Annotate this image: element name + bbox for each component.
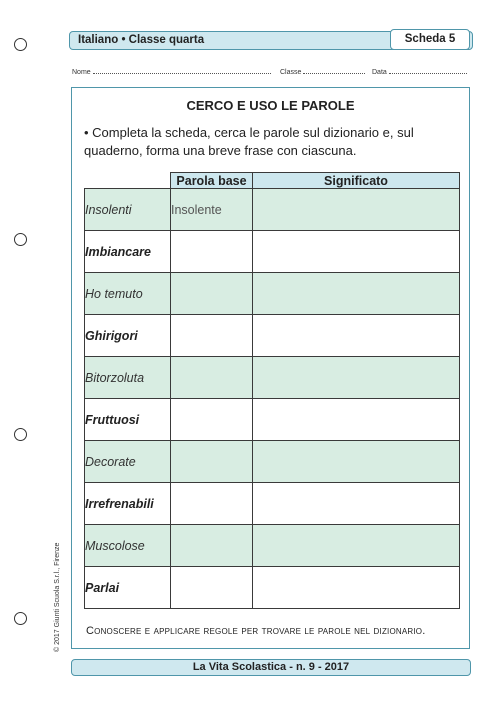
word-cell: Insolenti xyxy=(85,189,171,231)
binder-hole xyxy=(14,428,27,441)
table-row xyxy=(85,231,460,273)
subject-title: Italiano • Classe quarta xyxy=(78,34,205,46)
word-cell: Decorate xyxy=(85,441,171,483)
table-row xyxy=(85,567,460,609)
date-field xyxy=(372,66,467,76)
binder-hole xyxy=(14,38,27,51)
base-word-cell[interactable] xyxy=(171,399,253,441)
copyright-notice: © 2017 Giunti Scuola S.r.l., Firenze xyxy=(54,542,61,652)
base-word-cell[interactable] xyxy=(171,231,253,273)
base-word-cell[interactable] xyxy=(171,273,253,315)
date-label: Data xyxy=(372,69,387,76)
empty-header-cell xyxy=(85,173,171,189)
word-cell: Muscolose xyxy=(85,525,171,567)
table-row xyxy=(85,525,460,567)
class-field xyxy=(280,66,365,76)
meaning-cell[interactable] xyxy=(253,315,460,357)
meaning-cell[interactable] xyxy=(253,189,460,231)
table-row xyxy=(85,399,460,441)
worksheet-number: Scheda 5 xyxy=(390,29,470,50)
meaning-cell[interactable] xyxy=(253,525,460,567)
column-header-base-word: Parola base xyxy=(171,173,253,189)
base-word-cell[interactable] xyxy=(171,441,253,483)
table-row xyxy=(85,189,460,231)
name-label: Nome xyxy=(72,69,91,76)
meaning-cell[interactable] xyxy=(253,567,460,609)
learning-objective: Conoscere e applicare regole per trovare le parole nel dizionario. xyxy=(86,625,426,637)
meaning-cell[interactable] xyxy=(253,357,460,399)
meaning-cell[interactable] xyxy=(253,483,460,525)
worksheet-title: CERCO E USO LE PAROLE xyxy=(186,98,355,113)
base-word-cell[interactable] xyxy=(171,567,253,609)
table-row xyxy=(85,483,460,525)
word-cell: Parlai xyxy=(85,567,171,609)
student-fields xyxy=(72,66,472,78)
word-cell: Fruttuosi xyxy=(85,399,171,441)
column-header-meaning: Significato xyxy=(253,173,460,189)
table-row xyxy=(85,357,460,399)
table-row xyxy=(85,441,460,483)
base-word-cell[interactable] xyxy=(171,483,253,525)
base-word-cell[interactable] xyxy=(171,315,253,357)
meaning-cell[interactable] xyxy=(253,399,460,441)
class-label: Classe xyxy=(280,69,302,76)
meaning-cell[interactable] xyxy=(253,441,460,483)
word-cell: Irrefrenabili xyxy=(85,483,171,525)
word-cell: Imbiancare xyxy=(85,231,171,273)
worksheet-frame xyxy=(71,87,470,649)
meaning-cell[interactable] xyxy=(253,273,460,315)
header-bar xyxy=(69,31,473,50)
binder-hole xyxy=(14,612,27,625)
base-word-cell[interactable]: Insolente xyxy=(171,189,253,231)
meaning-cell[interactable] xyxy=(253,231,460,273)
word-cell: Bitorzoluta xyxy=(85,357,171,399)
name-field xyxy=(72,66,271,76)
word-cell: Ho temuto xyxy=(85,273,171,315)
word-cell: Ghirigori xyxy=(85,315,171,357)
table-row xyxy=(85,315,460,357)
base-word-cell[interactable] xyxy=(171,525,253,567)
table-row xyxy=(85,273,460,315)
base-word-cell[interactable] xyxy=(171,357,253,399)
footer-bar: La Vita Scolastica - n. 9 - 2017 xyxy=(71,659,471,676)
instruction-text: • Completa la scheda, cerca le parole sul dizionario e, sul quaderno, forma una breve frase con ciascuna. xyxy=(84,125,414,158)
vocabulary-table xyxy=(84,172,460,609)
binder-hole xyxy=(14,233,27,246)
table-header-row xyxy=(85,173,460,189)
